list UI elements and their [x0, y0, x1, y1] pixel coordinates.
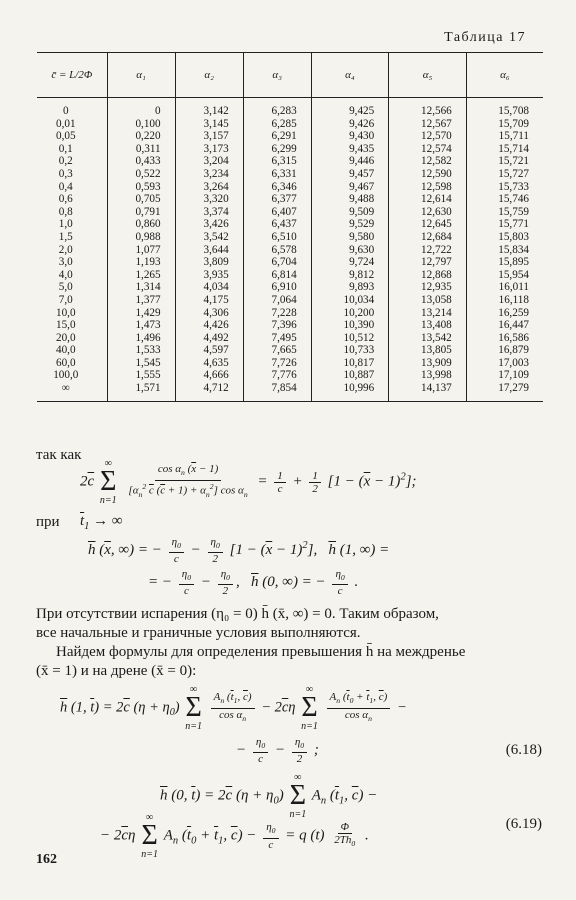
- alpha-value-cell: 3,426: [175, 218, 243, 231]
- alpha-value-cell: 4,175: [175, 294, 243, 307]
- table-row: [37, 143, 543, 156]
- alpha-value-cell: 0,220: [107, 130, 175, 143]
- alpha-value-cell: 10,200: [311, 307, 389, 320]
- paragraph-conditions: все начальные и граничные условия выполняются.: [36, 625, 361, 641]
- alpha-value-cell: 17,109: [466, 369, 543, 382]
- alpha-value-cell: 9,457: [311, 168, 389, 181]
- table-row: [37, 369, 543, 382]
- equation-6-19-line2: − $2\overline{c}\eta$ ∞ Σ n=1 $A_n$ ($\overline{t}_0 + \overline{t}_1$, $\overline{c}$) − $\frac{\eta_0}{c}$ = q (t) $\frac{\Phi}{2Th_0}$ .: [100, 812, 369, 860]
- alpha-value-cell: 1,077: [107, 244, 175, 257]
- c-value-cell: 0,8: [58, 205, 73, 218]
- alpha-value-cell: 13,408: [389, 319, 467, 332]
- alpha-value-cell: 7,854: [243, 382, 311, 401]
- alpha-value-cell: 15,721: [466, 155, 543, 168]
- c-value-cell: 1,0: [58, 218, 73, 231]
- alpha-value-cell: 12,567: [389, 118, 467, 131]
- alpha-value-cell: 1,545: [107, 357, 175, 370]
- alpha-value-cell: 12,582: [389, 155, 467, 168]
- table-row: [37, 181, 543, 194]
- table-row: [37, 193, 543, 206]
- paragraph-no-evaporation: При отсутствии испарения (η₀ = 0) h̄ (x̄, ∞) = 0. Таким образом,: [36, 606, 439, 622]
- alpha-value-cell: 9,509: [311, 206, 389, 219]
- page-number: 162: [36, 852, 57, 867]
- alpha-value-cell: 0,433: [107, 155, 175, 168]
- table-row: [37, 168, 543, 181]
- c-value-cell: 0,4: [58, 180, 73, 193]
- alpha-value-cell: 15,709: [466, 118, 543, 131]
- alpha-value-cell: 1,555: [107, 369, 175, 382]
- table-row: [37, 231, 543, 244]
- equation-h-values: = − $\frac{\eta_0}{c}$ − $\frac{\eta_0}{2}$ , $\overline{h}$ (0, ∞) = − $\frac{\eta_0}{c}$ .: [148, 568, 359, 598]
- alpha-value-cell: 15,711: [466, 130, 543, 143]
- alpha-value-cell: 15,708: [466, 98, 543, 118]
- alpha-value-cell: 4,426: [175, 319, 243, 332]
- paragraph-find-formulas: Найдем формулы для определения превышения h̄ на междренье: [56, 644, 466, 660]
- alpha-value-cell: 7,495: [243, 332, 311, 345]
- alpha-value-cell: 6,315: [243, 155, 311, 168]
- alpha-value-cell: 12,797: [389, 256, 467, 269]
- table-caption: Таблица 17: [444, 30, 526, 45]
- c-value-cell: 40,0: [55, 344, 76, 357]
- alpha-value-cell: 0,791: [107, 206, 175, 219]
- alpha-value-cell: 10,034: [311, 294, 389, 307]
- c-value-cell: 0,3: [58, 167, 73, 180]
- header-cell: c̄ = L/2Φ: [37, 53, 107, 98]
- alpha-value-cell: 16,011: [466, 281, 543, 294]
- c-value-cell: 0,1: [58, 142, 73, 155]
- text-tak-kak: так как: [36, 447, 82, 463]
- alpha-value-cell: 1,473: [107, 319, 175, 332]
- equation-6-18-line2: − $\frac{\eta_0}{c}$ − $\frac{\eta_0}{2}$ ;: [236, 736, 319, 766]
- alpha-value-cell: 12,722: [389, 244, 467, 257]
- alpha-value-cell: 12,566: [389, 98, 467, 118]
- alpha-value-cell: 15,834: [466, 244, 543, 257]
- alpha-value-cell: 12,590: [389, 168, 467, 181]
- alpha-value-cell: 9,488: [311, 193, 389, 206]
- table-header-row: [37, 53, 543, 98]
- table-row: [37, 130, 543, 143]
- equation-number-6-19: (6.19): [505, 816, 542, 832]
- equation-6-18-line1: $\overline{h}$ (1, $\overline{t}) = 2\overline{c}$ $(\eta + \eta_0)$ ∞ Σ n=1 $\frac{A_n (\overline{t}_1, \overline{c})}{\cos \alpha_n}$ − $2\overline{c}\eta$ ∞ Σ n=1 $\frac{A_n (\overline{t}_0 + \overline{t}_1, \overline{c})}{\cos \alpha_n}$ −: [60, 684, 407, 732]
- c-value-cell: 20,0: [55, 331, 76, 344]
- table-row: [37, 357, 543, 370]
- alpha-value-cell: 7,665: [243, 344, 311, 357]
- alpha-value-cell: 1,314: [107, 281, 175, 294]
- alpha-value-cell: 3,935: [175, 269, 243, 282]
- alpha-value-cell: 4,635: [175, 357, 243, 370]
- table-row: [37, 155, 543, 168]
- alpha-value-cell: 7,396: [243, 319, 311, 332]
- alpha-value-cell: 1,193: [107, 256, 175, 269]
- alpha-value-cell: 4,597: [175, 344, 243, 357]
- alpha-value-cell: 0,705: [107, 193, 175, 206]
- alpha-value-cell: 10,512: [311, 332, 389, 345]
- alpha-value-cell: 3,204: [175, 155, 243, 168]
- alpha-value-cell: 7,776: [243, 369, 311, 382]
- alpha-value-cell: 9,893: [311, 281, 389, 294]
- alpha-value-cell: 9,430: [311, 130, 389, 143]
- alpha-value-cell: 6,283: [243, 98, 311, 118]
- alpha-value-cell: 12,645: [389, 218, 467, 231]
- alpha-value-cell: 12,570: [389, 130, 467, 143]
- alpha-value-cell: 16,259: [466, 307, 543, 320]
- c-value-cell: 7,0: [58, 293, 73, 306]
- c-value-cell: 15,0: [55, 319, 76, 332]
- alpha-value-cell: 0,522: [107, 168, 175, 181]
- alpha-value-cell: 12,630: [389, 206, 467, 219]
- alpha-value-cell: 3,264: [175, 181, 243, 194]
- alpha-value-cell: 10,887: [311, 369, 389, 382]
- table-row: [37, 206, 543, 219]
- c-value-cell: 0,6: [58, 193, 73, 206]
- alpha-value-cell: 17,003: [466, 357, 543, 370]
- alpha-value-cell: 10,390: [311, 319, 389, 332]
- alpha-value-cell: 0,988: [107, 231, 175, 244]
- alpha-value-cell: 9,630: [311, 244, 389, 257]
- alpha-value-cell: 3,142: [175, 98, 243, 118]
- paragraph-drain: (x̄ = 1) и на дрене (x̄ = 0):: [36, 663, 197, 679]
- alpha-value-cell: 12,574: [389, 143, 467, 156]
- alpha-value-cell: 12,868: [389, 269, 467, 282]
- alpha-value-cell: 17,279: [466, 382, 543, 401]
- c-value-cell: 60,0: [55, 356, 76, 369]
- c-value-cell: 2,0: [58, 243, 73, 256]
- alpha-value-cell: 3,809: [175, 256, 243, 269]
- text-pri: при: [36, 514, 60, 530]
- table-row: [37, 294, 543, 307]
- header-cell: α₅: [389, 53, 467, 98]
- alpha-value-cell: 15,954: [466, 269, 543, 282]
- c-value-cell: ∞: [37, 382, 107, 401]
- alpha-value-cell: 3,157: [175, 130, 243, 143]
- alpha-value-cell: 15,759: [466, 206, 543, 219]
- alpha-value-cell: 13,542: [389, 332, 467, 345]
- alpha-value-cell: 15,746: [466, 193, 543, 206]
- header-cell: α₄: [311, 53, 389, 98]
- alpha-value-cell: 0,100: [107, 118, 175, 131]
- alpha-value-cell: 6,299: [243, 143, 311, 156]
- alpha-value-cell: 15,771: [466, 218, 543, 231]
- alpha-value-cell: 0,311: [107, 143, 175, 156]
- alpha-value-cell: 7,726: [243, 357, 311, 370]
- table-row: [37, 98, 543, 118]
- c-value-cell: 0,2: [58, 155, 73, 168]
- c-value-cell: 0,01: [55, 117, 76, 130]
- c-value-cell: 10,0: [55, 306, 76, 319]
- c-value-cell: 5,0: [58, 281, 73, 294]
- alpha-value-cell: 9,724: [311, 256, 389, 269]
- alpha-value-cell: 6,407: [243, 206, 311, 219]
- alpha-value-cell: 6,704: [243, 256, 311, 269]
- table-row: [37, 281, 543, 294]
- table-row: [37, 382, 543, 401]
- alpha-value-cell: 12,684: [389, 231, 467, 244]
- alpha-value-cell: 7,228: [243, 307, 311, 320]
- alpha-value-cell: 15,895: [466, 256, 543, 269]
- alpha-value-cell: 10,733: [311, 344, 389, 357]
- alpha-value-cell: 1,377: [107, 294, 175, 307]
- table-row: [37, 307, 543, 320]
- table-row: [37, 319, 543, 332]
- alpha-value-cell: 10,817: [311, 357, 389, 370]
- alpha-value-cell: 13,805: [389, 344, 467, 357]
- alpha-value-cell: 16,586: [466, 332, 543, 345]
- alpha-value-cell: 4,712: [175, 382, 243, 401]
- c-value-cell: 100,0: [53, 369, 79, 382]
- equation-6-19-line1: $\overline{h}$ (0, $\overline{t}) = 2\overline{c}$ $(\eta + \eta_0)$ ∞ Σ n=1 $A_n$ ($\overline{t}_1$, $\overline{c}$) −: [160, 772, 378, 820]
- alpha-value-cell: 10,996: [311, 382, 389, 401]
- c-value-cell: 3,0: [58, 256, 73, 269]
- alpha-value-cell: 3,234: [175, 168, 243, 181]
- alpha-value-cell: 4,034: [175, 281, 243, 294]
- alpha-value-cell: 15,714: [466, 143, 543, 156]
- c-value-cell: 4,0: [58, 268, 73, 281]
- alpha-value-cell: 12,598: [389, 181, 467, 194]
- alpha-value-cell: 6,437: [243, 218, 311, 231]
- alpha-value-cell: 3,173: [175, 143, 243, 156]
- alpha-value-cell: 3,145: [175, 118, 243, 131]
- alpha-value-cell: 3,542: [175, 231, 243, 244]
- alpha-value-cell: 6,910: [243, 281, 311, 294]
- alpha-value-cell: 4,306: [175, 307, 243, 320]
- alpha-value-cell: 9,467: [311, 181, 389, 194]
- alpha-value-cell: 1,429: [107, 307, 175, 320]
- alpha-value-cell: 9,812: [311, 269, 389, 282]
- alpha-value-cell: 9,435: [311, 143, 389, 156]
- table-row: [37, 256, 543, 269]
- alpha-value-cell: 6,578: [243, 244, 311, 257]
- table-row: [37, 332, 543, 345]
- c-value-cell: 0: [62, 105, 69, 117]
- alpha-value-cell: 15,727: [466, 168, 543, 181]
- alpha-value-cell: 16,879: [466, 344, 543, 357]
- alpha-value-cell: 15,733: [466, 181, 543, 194]
- alpha-value-cell: 4,666: [175, 369, 243, 382]
- table-row: [37, 269, 543, 282]
- alpha-value-cell: 15,803: [466, 231, 543, 244]
- alpha-value-cell: 6,291: [243, 130, 311, 143]
- alpha-value-cell: 13,998: [389, 369, 467, 382]
- alpha-value-cell: 12,614: [389, 193, 467, 206]
- condition-t1-infinity: $\overline{t}_1$ → ∞: [80, 513, 123, 532]
- alpha-value-cell: 1,571: [107, 382, 175, 401]
- c-value-cell: 1,5: [58, 230, 73, 243]
- alpha-value-cell: 3,320: [175, 193, 243, 206]
- alpha-value-cell: 6,377: [243, 193, 311, 206]
- equation-number-6-18: (6.18): [505, 742, 542, 758]
- table-row: [37, 218, 543, 231]
- alpha-value-cell: 13,058: [389, 294, 467, 307]
- alpha-value-cell: 12,935: [389, 281, 467, 294]
- equation-sum-identity: $2\overline{c}$ ∞ Σ n=1 $\frac{\cos \alpha_n (\overline{x} - 1)}{[\alpha_n^2 \overline{c} (\overline{c} + 1) + \alpha_n^2] \cos \alpha_n}$ = $\frac{1}{c}$ + $\frac{1}{2}$ $[1 - (\overline{x} - 1)^2]$;: [80, 458, 417, 506]
- alpha-value-cell: 4,492: [175, 332, 243, 345]
- alpha-value-cell: 6,331: [243, 168, 311, 181]
- table-row: [37, 118, 543, 131]
- alpha-value-cell: 13,214: [389, 307, 467, 320]
- alpha-value-cell: 3,374: [175, 206, 243, 219]
- alpha-value-cell: 9,529: [311, 218, 389, 231]
- alpha-value-cell: 9,426: [311, 118, 389, 131]
- header-cell: α₁: [107, 53, 175, 98]
- alpha-value-cell: 13,909: [389, 357, 467, 370]
- alpha-value-cell: 6,814: [243, 269, 311, 282]
- header-cell: α₃: [243, 53, 311, 98]
- equation-h-infinity: $\overline{h}$ ($\overline{x}$, ∞) = − $\frac{\eta_0}{c}$ − $\frac{\eta_0}{2}$ $[1 - (\overline{x} - 1)^2]$, $\overline{h}$ (1, ∞) =: [88, 536, 390, 566]
- alpha-value-cell: 1,533: [107, 344, 175, 357]
- alpha-roots-table: [37, 52, 543, 402]
- alpha-value-cell: 16,447: [466, 319, 543, 332]
- alpha-value-cell: 6,346: [243, 181, 311, 194]
- alpha-value-cell: 0,593: [107, 181, 175, 194]
- c-value-cell: 0,05: [55, 130, 76, 143]
- alpha-value-cell: 0,860: [107, 218, 175, 231]
- alpha-value-cell: 7,064: [243, 294, 311, 307]
- table-row: [37, 244, 543, 257]
- alpha-value-cell: 9,580: [311, 231, 389, 244]
- header-cell: α₆: [466, 53, 543, 98]
- alpha-value-cell: 9,446: [311, 155, 389, 168]
- header-cell: α₂: [175, 53, 243, 98]
- alpha-value-cell: 6,285: [243, 118, 311, 131]
- alpha-value-cell: 0: [107, 98, 175, 118]
- alpha-value-cell: 16,118: [466, 294, 543, 307]
- alpha-value-cell: 9,425: [311, 98, 389, 118]
- alpha-value-cell: 1,496: [107, 332, 175, 345]
- alpha-value-cell: 14,137: [389, 382, 467, 401]
- table-row: [37, 344, 543, 357]
- alpha-value-cell: 6,510: [243, 231, 311, 244]
- alpha-value-cell: 1,265: [107, 269, 175, 282]
- alpha-value-cell: 3,644: [175, 244, 243, 257]
